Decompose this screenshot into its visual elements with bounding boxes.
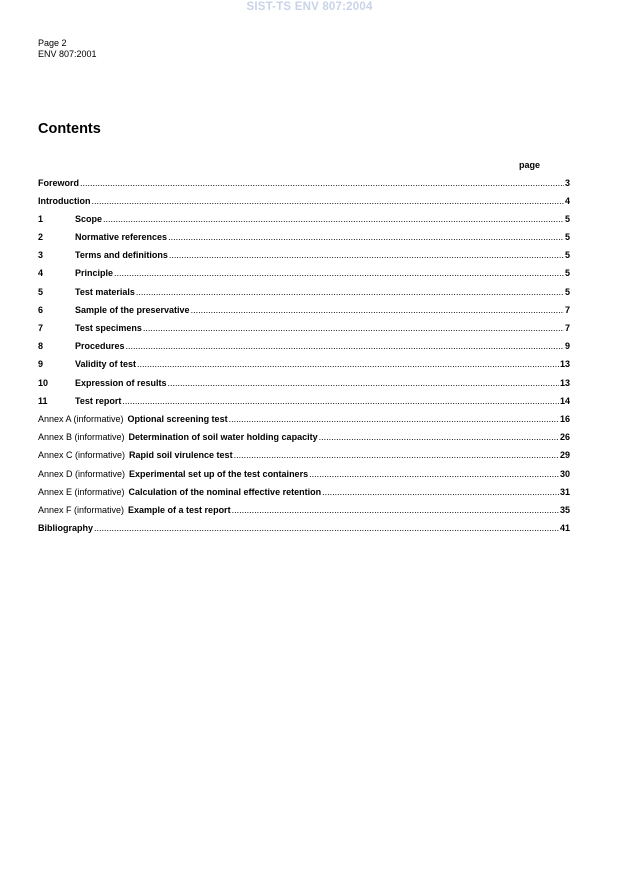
toc-entry-page-number: 35 (559, 504, 570, 515)
toc-entry-number: 2 (38, 232, 44, 243)
toc-dot-leader (137, 359, 559, 370)
toc-entry-number: 7 (38, 323, 44, 333)
toc-entry-title: Terms and definitions (75, 250, 168, 261)
table-of-contents (38, 178, 570, 542)
toc-entry[interactable] (38, 359, 570, 377)
toc-dot-leader (136, 287, 564, 298)
toc-dot-leader (229, 414, 559, 425)
toc-dot-leader (322, 487, 559, 498)
watermark: SIST-TS ENV 807:2004 (246, 1, 373, 13)
toc-entry-number: 3 (38, 250, 44, 261)
toc-entry-title: Foreword (38, 177, 80, 188)
toc-entry[interactable] (38, 305, 570, 323)
toc-entry-title: Optional screening test (127, 413, 228, 424)
toc-entry-number: 10 (38, 377, 49, 388)
toc-entry-page-number: 7 (564, 323, 570, 333)
toc-entry-number: 6 (38, 304, 44, 315)
toc-entry-page-number: 3 (564, 177, 570, 188)
toc-entry-title: Example of a test report (128, 504, 231, 515)
toc-entry[interactable] (38, 505, 570, 523)
toc-entry[interactable] (38, 523, 570, 541)
toc-entry-annex-label: Annex D (informative) (38, 468, 126, 479)
toc-entry-number: 11 (38, 395, 48, 406)
toc-dot-leader (168, 232, 564, 243)
contents-heading: Contents (38, 121, 101, 137)
toc-entry-page-number: 5 (564, 286, 570, 297)
toc-entry-title: Expression of results (75, 377, 167, 388)
toc-entry-annex-label: Annex B (informative) (38, 432, 125, 443)
toc-entry-page-number: 13 (559, 377, 570, 388)
toc-entry[interactable] (38, 214, 570, 232)
toc-entry-title: Validity of test (75, 359, 137, 370)
toc-dot-leader (232, 505, 559, 516)
toc-entry-title: Test specimens (75, 323, 142, 333)
toc-entry-page-number: 13 (559, 359, 570, 370)
toc-entry-page-number: 16 (559, 413, 570, 424)
toc-entry-page-number: 5 (564, 250, 570, 261)
toc-dot-leader (94, 523, 559, 534)
toc-dot-leader (319, 432, 559, 443)
toc-entry-title: Normative references (75, 232, 168, 243)
page-number-label: Page 2 (38, 38, 67, 48)
toc-entry-page-number: 5 (564, 213, 570, 224)
toc-entry-title: Procedures (75, 341, 125, 352)
toc-entry-title: Determination of soil water holding capacity (128, 432, 318, 443)
toc-entry-page-number: 26 (559, 432, 570, 443)
toc-entry-page-number: 31 (559, 486, 570, 497)
page-header (38, 38, 97, 60)
toc-dot-leader (234, 450, 559, 461)
toc-entry[interactable] (38, 232, 570, 250)
toc-entry[interactable] (38, 287, 570, 305)
toc-entry-annex-label: Annex E (informative) (38, 486, 125, 497)
toc-entry-title: Test materials (75, 286, 135, 297)
toc-entry-annex-label: Annex A (informative) (38, 413, 124, 424)
toc-entry-number: 9 (38, 359, 44, 370)
toc-entry-title: Experimental set up of the test containers (129, 468, 309, 479)
toc-entry-page-number: 7 (564, 304, 570, 315)
toc-entry-title: Bibliography (38, 523, 94, 534)
toc-dot-leader (169, 250, 564, 261)
toc-entry-annex-label: Annex C (informative) (38, 450, 126, 461)
toc-dot-leader (168, 378, 559, 389)
toc-entry-page-number: 5 (564, 232, 570, 243)
toc-dot-leader (143, 323, 564, 334)
toc-entry-page-number: 29 (559, 450, 570, 461)
toc-dot-leader (114, 268, 564, 279)
toc-entry-number: 8 (38, 341, 44, 352)
toc-entry-title: Test report (75, 395, 122, 406)
toc-dot-leader (103, 214, 564, 225)
toc-entry[interactable] (38, 178, 570, 196)
toc-entry[interactable] (38, 487, 570, 505)
toc-entry-page-number: 41 (559, 523, 570, 534)
toc-entry-number: 4 (38, 268, 44, 279)
toc-entry-title: Principle (75, 268, 114, 279)
toc-entry[interactable] (38, 469, 570, 487)
toc-entry-title: Scope (75, 213, 103, 224)
toc-entry[interactable] (38, 450, 570, 468)
page-column-label: page (519, 160, 541, 170)
toc-dot-leader (309, 469, 559, 480)
toc-entry[interactable] (38, 396, 570, 414)
toc-entry-page-number: 5 (564, 268, 570, 279)
toc-entry-number: 5 (38, 286, 44, 297)
document-id: ENV 807:2001 (38, 49, 97, 59)
toc-entry-page-number: 4 (564, 195, 570, 206)
toc-entry[interactable] (38, 268, 570, 286)
toc-entry[interactable] (38, 378, 570, 396)
toc-entry-number: 1 (38, 213, 44, 224)
toc-entry-title: Rapid soil virulence test (129, 450, 233, 461)
toc-entry-page-number: 30 (559, 468, 570, 479)
toc-dot-leader (80, 178, 564, 189)
toc-entry-title: Calculation of the nominal effective retention (128, 486, 322, 497)
toc-entry-page-number: 14 (559, 395, 570, 406)
toc-entry[interactable] (38, 414, 570, 432)
toc-entry[interactable] (38, 323, 570, 341)
toc-entry-page-number: 9 (564, 341, 570, 352)
toc-entry-title: Sample of the preservative (75, 304, 190, 315)
toc-entry[interactable] (38, 196, 570, 214)
toc-dot-leader (191, 305, 564, 316)
toc-dot-leader (92, 196, 564, 207)
toc-entry[interactable] (38, 432, 570, 450)
toc-entry-annex-label: Annex F (informative) (38, 504, 125, 515)
toc-entry[interactable] (38, 341, 570, 359)
toc-dot-leader (122, 396, 559, 407)
toc-dot-leader (126, 341, 564, 352)
toc-entry[interactable] (38, 250, 570, 268)
toc-entry-title: Introduction (38, 195, 91, 206)
